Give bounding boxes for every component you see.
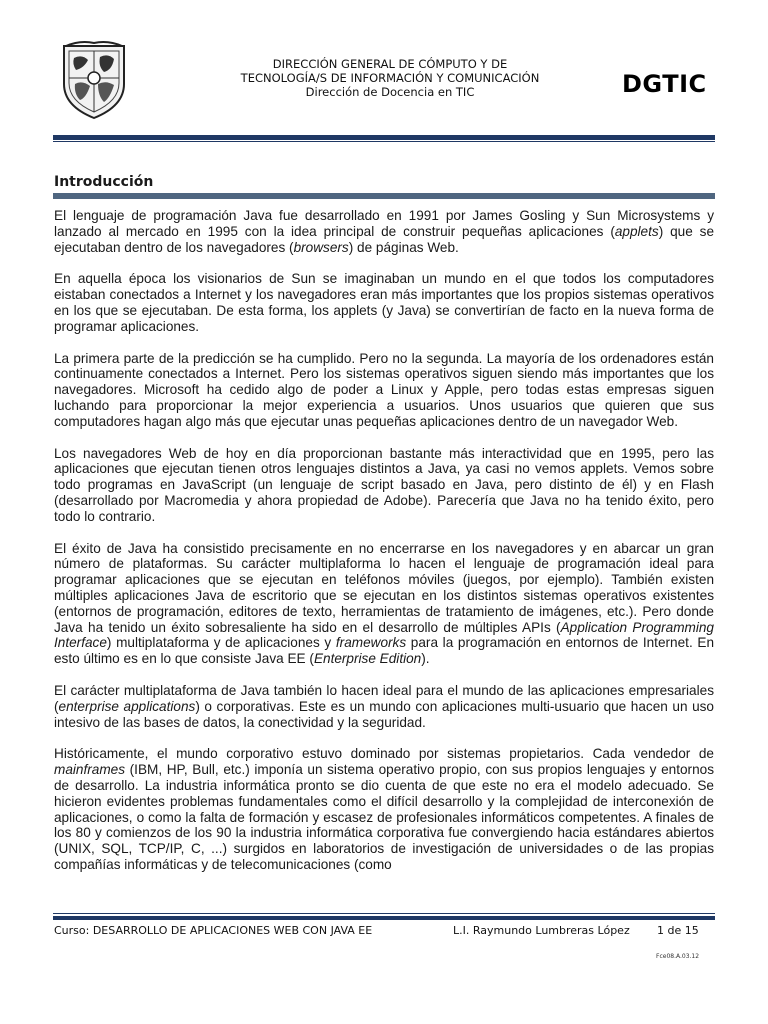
body-text [54, 208, 714, 889]
header-line-1: DIRECCIÓN GENERAL DE CÓMPUTO Y DE [272, 57, 508, 71]
footer-course: Curso: DESARROLLO DE APLICACIONES WEB CON JAVA EE [54, 924, 373, 937]
text-run: Los navegadores Web de hoy en día proporcionan bastante más interactividad que en 1995, pero las aplicaciones que ejecutan tienen otros lenguajes distintos a Java, ya casi no vemos applets. Vemos sobre todo programas en JavaScript (un lenguaje de script basado en Java, pero distinto de él) y en Flash (desarrollado por Macromedia y ahora propiedad de Adobe). Parecería que Java no ha tenido éxito, pero todo lo contrario. [54, 445, 714, 524]
italic-term: Application Programming Interface [54, 619, 714, 651]
paragraph [54, 351, 714, 430]
text-run: para la programación en entornos de Internet. En esto último es en lo que consiste Java EE ( [54, 635, 715, 667]
text-run: El lenguaje de programación Java fue desarrollado en 1991 por James Gosling y Sun Microsystems y lanzado al mercado en 1995 con la idea principal de construir pequeñas aplicaciones ( [54, 208, 714, 239]
text-run: ) multiplataforma y de aplicaciones y [106, 635, 336, 651]
italic-term: enterprise applications [58, 698, 196, 714]
text-run: En aquella época los visionarios de Sun se imaginaban un mundo en el que todos los computadores eistaban conectados a Internet y los navegadores eran más importantes que los propios sistemas operativos en los que se ejecutaban. De esta forma, los applets (y Java) se convertirían de facto en la nueva forma de programar aplicaciones. [54, 271, 714, 334]
paragraph [54, 271, 714, 334]
text-run: El éxito de Java ha consistido precisamente en no encerrarse en los navegadores y en abarcar un gran número de plataformas. Su carácter multiplaforma lo hacen el lenguaje de programación ideal para programar aplicaciones que se ejecutan en teléfonos móviles (juegos, por ejemplo). También existen múltiples aplicaciones Java de escritorio que se ejecutan en los distintos sistemas operativos existentes (entornos de programación, editores de texto, herramientas de tratamiento de imágenes, etc.). Pero donde Java ha tenido un éxito sobresaliente ha sido en el desarrollo de múltiples APIs ( [54, 540, 714, 635]
paragraph [54, 541, 714, 667]
text-run: ) o corporativas. Este es un mundo con aplicaciones multi-usuario que hacen un uso intesivo de las bases de datos, la conectividad y la seguridad. [54, 698, 714, 730]
text-run: (IBM, HP, Bull, etc.) imponía un sistema operativo propio, con sus propios lenguajes y entornos de desarrollo. La industria informática pronto se dio cuenta de que este no era el modelo adecuado. Se hicieron evidentes problemas fundamentales como el difícil desarrollo y la complejidad de interconexión de aplicaciones, o como la falta de formación y escasez de profesionales informáticos competentes. A finales de los 80 y comienzos de los 90 la industria informática corporativa fue convergiendo hacia estándares abiertos (UNIX, SQL, TCP/IP, C, ...) surgidos en laboratorios de investigación de universidades o de las propias compañías informáticas y de telecomunicaciones (como [54, 762, 714, 872]
text-run: ) de páginas Web. [348, 239, 459, 255]
header-line-2: TECNOLOGÍA/S DE INFORMACIÓN Y COMUNICACIÓN [240, 71, 540, 85]
paragraph [54, 208, 714, 255]
paragraph [54, 683, 714, 730]
text-run: Históricamente, el mundo corporativo estuvo dominado por sistemas propietarios. Cada vendedor de [54, 746, 714, 762]
italic-term: applets [614, 223, 659, 239]
page-number: 1 de 15 [657, 924, 699, 937]
header-line-3: Dirección de Docencia en TIC [305, 85, 475, 99]
header-rule-thin [53, 141, 715, 142]
header-rule-thick [53, 135, 715, 140]
section-title: Introducción [54, 174, 154, 190]
institution-header [190, 57, 590, 99]
dgtic-logo-text: DGTIC [622, 70, 707, 98]
italic-term: mainframes [54, 762, 126, 778]
form-code: Fce08.A.03.12 [656, 953, 700, 960]
paragraph [54, 746, 714, 872]
text-run: ). [421, 651, 430, 667]
text-run: ) que se ejecutaban dentro de los navegadores ( [54, 223, 715, 255]
footer-author: L.I. Raymundo Lumbreras López [453, 924, 630, 937]
italic-term: Enterprise Edition [313, 651, 422, 667]
section-rule [53, 193, 715, 199]
text-run: El carácter multiplataforma de Java también lo hacen ideal para el mundo de las aplicaciones empresariales ( [54, 682, 714, 714]
footer-rule-thick [53, 916, 715, 920]
text-run: La primera parte de la predicción se ha cumplido. Pero no la segunda. La mayoría de los ordenadores están continuamente conectados a Internet. Pero los sistemas operativos siguen siendo más importantes que los navegadores. Microsoft ha cedido algo de poder a Linux y Apple, pero todas estas empresas siguen luchando para proporcionar la mejor experiencia a usuarios. Unos usuarios que quieren que sus computadores hagan algo más que ejecutar unas pequeñas aplicaciones dentro de un navegador Web. [54, 350, 714, 429]
italic-term: browsers [293, 239, 349, 255]
footer-rule-thin [53, 913, 715, 914]
unam-seal-icon [60, 40, 128, 120]
paragraph [54, 446, 714, 525]
page-footer [54, 924, 714, 940]
italic-term: frameworks [335, 635, 407, 651]
